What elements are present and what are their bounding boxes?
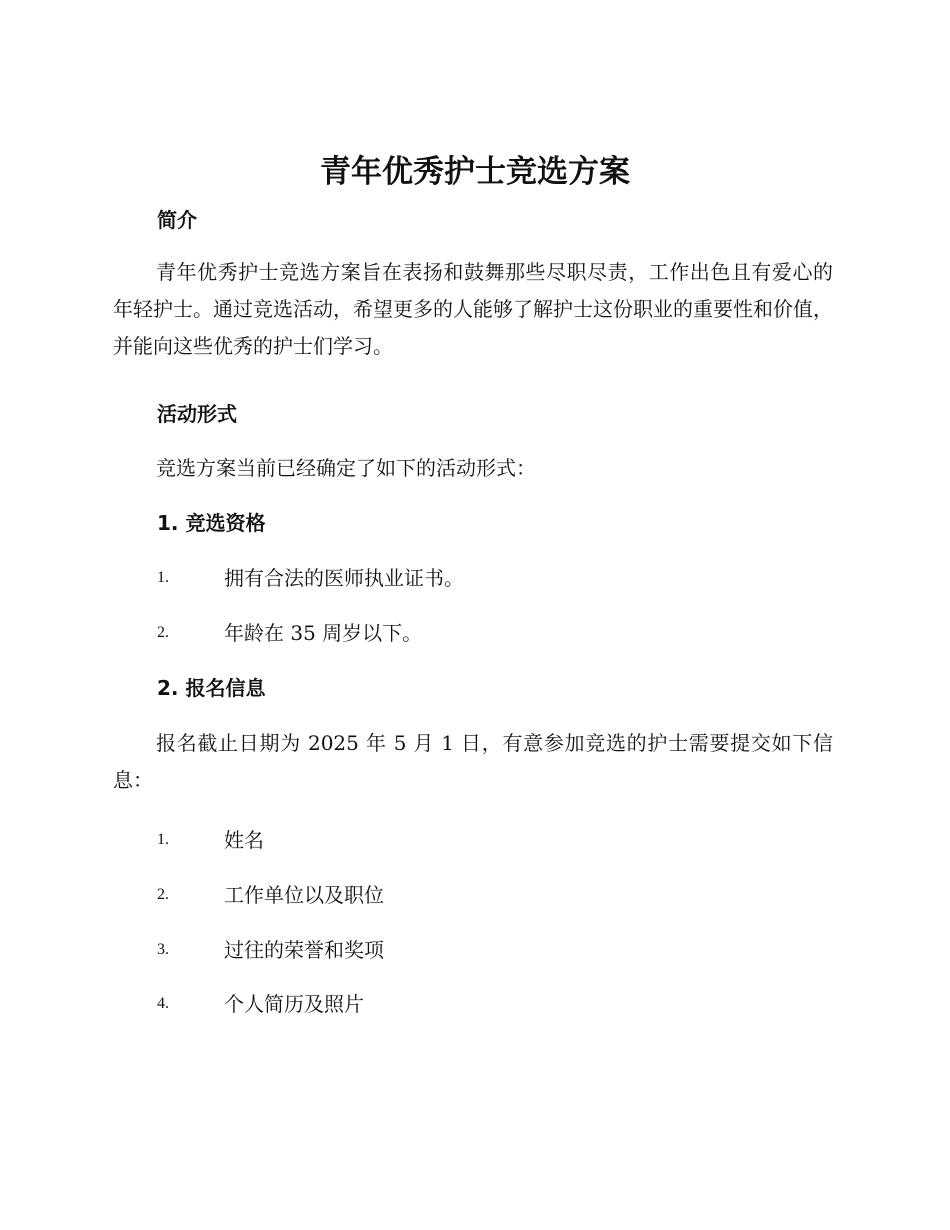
- subsection-heading-registration: 2. 报名信息: [157, 676, 266, 700]
- document-title: 青年优秀护士竞选方案: [320, 154, 630, 190]
- list-item-text: 年龄在 35 周岁以下。: [224, 621, 423, 645]
- list-item-number: 2.: [157, 886, 169, 903]
- list-item-number: 1.: [157, 831, 169, 848]
- list-item-text: 过往的荣誉和奖项: [224, 938, 384, 962]
- list-item-text: 工作单位以及职位: [224, 883, 384, 907]
- list-item-text: 拥有合法的医师执业证书。: [224, 566, 464, 590]
- subsection-heading-eligibility: 1. 竞选资格: [157, 511, 266, 535]
- section-heading-activity: 活动形式: [157, 402, 237, 426]
- registration-paragraph: 报名截止日期为 2025 年 5 月 1 日，有意参加竞选的护士需要提交如下信息：: [113, 731, 833, 792]
- list-item-number: 2.: [157, 624, 169, 641]
- list-item-number: 1.: [157, 569, 169, 586]
- list-item-text: 个人简历及照片: [224, 992, 364, 1016]
- list-item-number: 3.: [157, 941, 169, 958]
- section-heading-intro: 简介: [157, 208, 197, 232]
- activity-paragraph: 竞选方案当前已经确定了如下的活动形式：: [156, 456, 536, 480]
- intro-paragraph: 青年优秀护士竞选方案旨在表扬和鼓舞那些尽职尽责，工作出色且有爱心的年轻护士。通过竞选活动，希望更多的人能够了解护士这份职业的重要性和价值，并能向这些优秀的护士们学习。: [113, 260, 833, 358]
- list-item-text: 姓名: [224, 828, 264, 852]
- list-item-number: 4.: [157, 995, 169, 1012]
